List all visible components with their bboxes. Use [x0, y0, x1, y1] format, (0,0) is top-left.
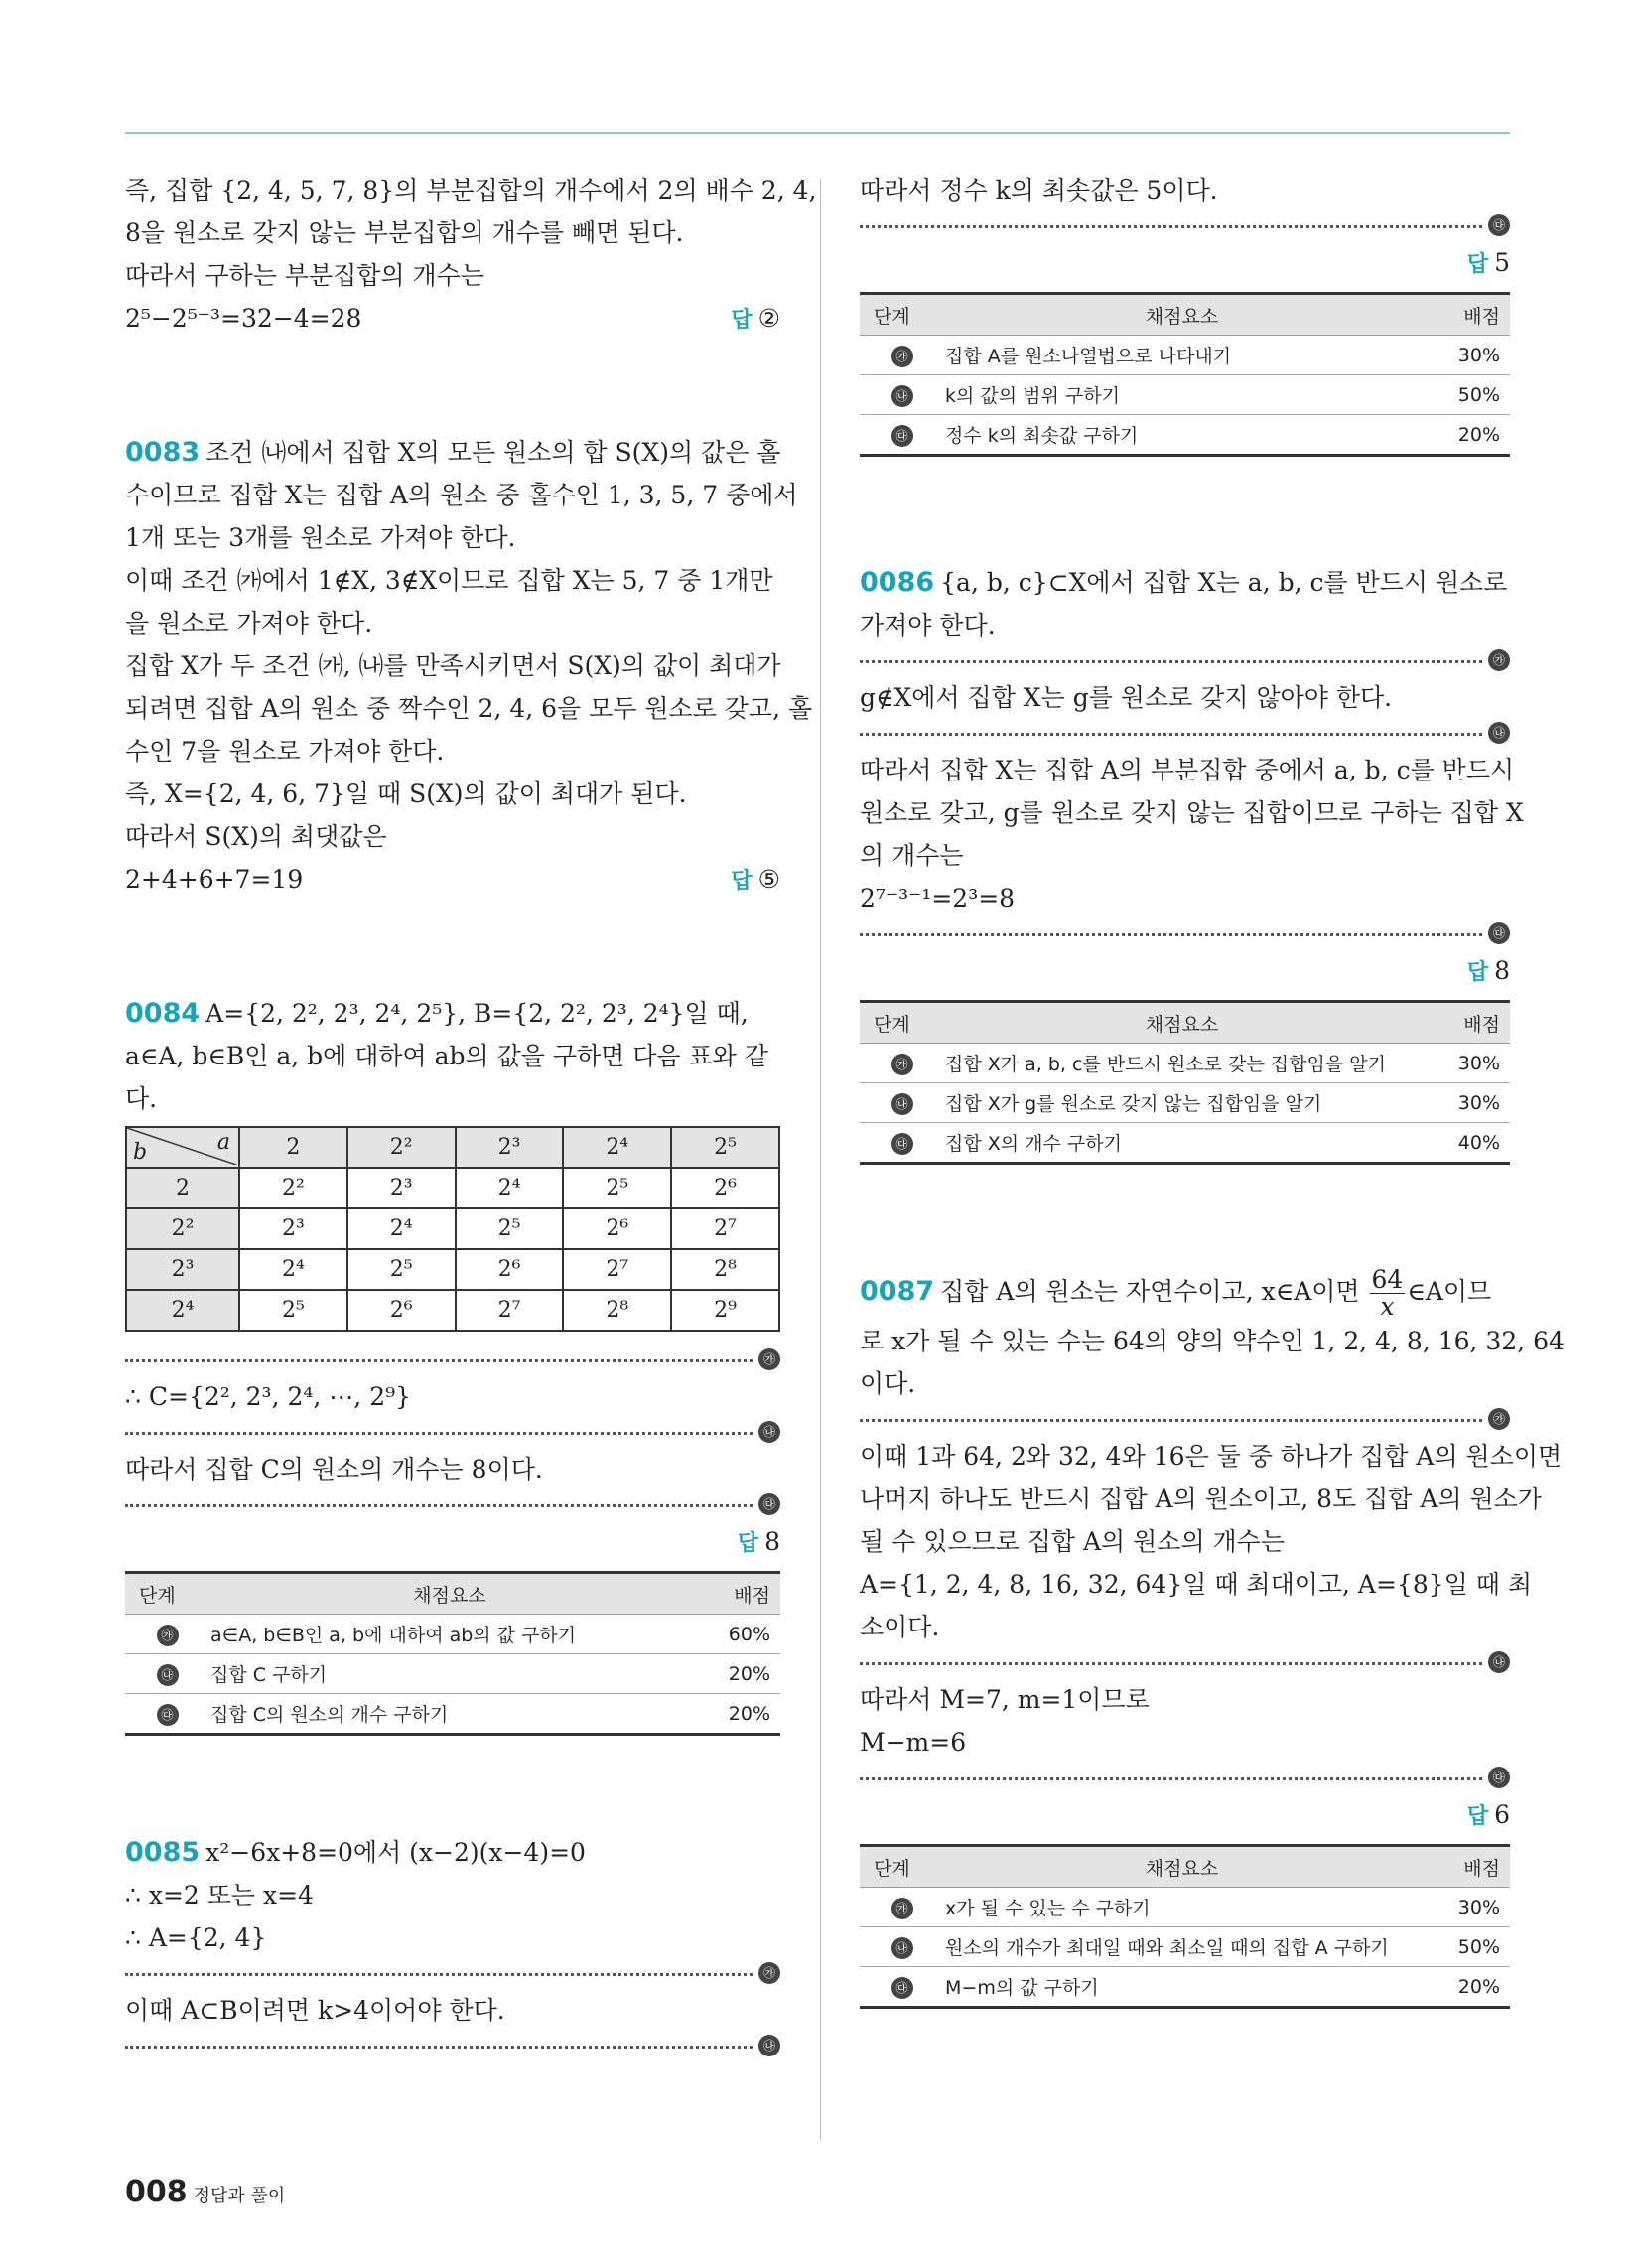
- problem-0085-line: ∴ x=2 또는 x=4: [125, 1881, 314, 1910]
- answer-label: 답: [737, 1531, 759, 1556]
- problem-0086-line: 가져야 한다.: [860, 611, 996, 639]
- page-number: 008: [125, 2175, 188, 2209]
- col-header: 2: [239, 1127, 347, 1168]
- score-pct: 20%: [1420, 415, 1510, 456]
- table-cell: 2⁵: [563, 1168, 671, 1208]
- step-line: 이때 1과 64, 2와 32, 4와 16은 둘 중 하나가 집합 A의 원소이면: [860, 1442, 1563, 1471]
- score-head-points: 배점: [1420, 294, 1510, 336]
- table-row: [860, 1888, 1510, 1927]
- fraction-numerator: 64: [1371, 1265, 1404, 1294]
- step-divider: [125, 1959, 780, 1989]
- row-header: 2⁴: [126, 1290, 239, 1331]
- row-header: 2: [126, 1168, 239, 1208]
- answer-label: 답: [1466, 1804, 1489, 1829]
- score-desc: 집합 X가 g를 원소로 갖지 않는 집합임을 알기: [944, 1083, 1420, 1123]
- score-desc: 집합 C의 원소의 개수 구하기: [209, 1694, 690, 1735]
- problem-0083-line: 집합 X가 두 조건 ㈎, ㈏를 만족시키면서 S(X)의 값이 최대가: [125, 651, 781, 680]
- step-badge: ㉮: [1488, 649, 1510, 671]
- score-desc: 원소의 개수가 최대일 때와 최소일 때의 집합 A 구하기: [944, 1927, 1420, 1967]
- answer-value: 8: [1494, 956, 1510, 985]
- problem-0083-line: 수인 7을 원소로 가져야 한다.: [125, 737, 445, 766]
- step-line: A={1, 2, 4, 8, 16, 32, 64}일 때 최대이고, A={8}일 때 최: [860, 1570, 1532, 1599]
- answer-line: [860, 241, 1510, 286]
- step-badge: ㉮: [1488, 1408, 1510, 1430]
- table-row: [125, 1694, 780, 1735]
- score-head-criteria: 채점요소: [944, 1846, 1420, 1888]
- step-badge: ㉮: [758, 1348, 780, 1370]
- step-line: 이때 A⊂B이려면 k>4이어야 한다.: [125, 1996, 505, 2025]
- step-line: 따라서 집합 C의 원소의 개수는 8이다.: [125, 1455, 543, 1484]
- score-pct: 20%: [690, 1694, 780, 1735]
- table-cell: 2³: [347, 1168, 456, 1208]
- text: A={2, 2², 2³, 2⁴, 2⁵}, B={2, 2², 2³, 2⁴}일 때,: [205, 999, 749, 1028]
- table-row: [126, 1249, 779, 1290]
- step-badge: ㉮: [157, 1625, 179, 1646]
- score-pct: 40%: [1420, 1123, 1510, 1164]
- step-badge: ㉯: [891, 385, 913, 407]
- step-line: M−m=6: [860, 1728, 967, 1757]
- answer-label: 답: [1466, 252, 1489, 277]
- score-pct: 50%: [1420, 375, 1510, 415]
- corner-b: b: [133, 1140, 148, 1165]
- step-divider: [125, 1346, 780, 1375]
- step-line: 나머지 하나도 반드시 집합 A의 원소이고, 8도 집합 A의 원소가: [860, 1485, 1542, 1513]
- score-pct: 30%: [1420, 1083, 1510, 1123]
- table-cell: 2⁴: [456, 1168, 564, 1208]
- table-row: [125, 1615, 780, 1654]
- score-head-points: 배점: [1420, 1846, 1510, 1888]
- problem-0085-line: [125, 1831, 780, 1874]
- problem-number: 0086: [860, 567, 935, 598]
- score-head-step: 단계: [860, 294, 944, 336]
- score-pct: 30%: [1420, 1888, 1510, 1927]
- step-divider: [860, 212, 1510, 241]
- step-badge: ㉮: [891, 1898, 913, 1919]
- problem-number: 0083: [125, 437, 201, 468]
- table-row: [126, 1208, 779, 1249]
- score-pct: 30%: [1420, 336, 1510, 375]
- answer-value: 8: [764, 1527, 780, 1556]
- step-divider: [860, 1648, 1510, 1678]
- table-row: [860, 375, 1510, 415]
- text: 조건 ㈏에서 집합 X의 모든 원소의 합 S(X)의 값은 홀: [205, 438, 781, 467]
- step-badge: ㉰: [1488, 214, 1510, 236]
- table-row: [126, 1168, 779, 1208]
- score-desc: 집합 X의 개수 구하기: [944, 1123, 1420, 1164]
- answer-line: [860, 1793, 1510, 1838]
- table-row: [860, 1083, 1510, 1123]
- step-line: 2⁷⁻³⁻¹=2³=8: [860, 884, 1016, 913]
- step-badge: ㉮: [891, 1054, 913, 1075]
- step-divider: [860, 1405, 1510, 1435]
- problem-0083-line: 1개 또는 3개를 원소로 가져야 한다.: [125, 523, 516, 552]
- col-header: 2²: [347, 1127, 456, 1168]
- step-badge: ㉯: [891, 1937, 913, 1959]
- score-desc: M−m의 값 구하기: [944, 1967, 1420, 2008]
- score-head-points: 배점: [690, 1573, 780, 1615]
- step-divider: [860, 646, 1510, 676]
- problem-number: 0087: [860, 1276, 935, 1307]
- scoring-table: [860, 292, 1510, 457]
- table-row: [860, 1967, 1510, 2008]
- intro-line: 8을 원소로 갖지 않는 부분집합의 개수를 빼면 된다.: [125, 218, 684, 247]
- step-line: 의 개수는: [860, 841, 964, 870]
- scoring-table: [860, 1844, 1510, 2009]
- table-row: [125, 1654, 780, 1694]
- right-column: [860, 169, 1565, 2009]
- corner-a: a: [216, 1130, 230, 1155]
- step-divider: [125, 2032, 780, 2061]
- step-line: 따라서 집합 X는 집합 A의 부분집합 중에서 a, b, c를 반드시: [860, 756, 1515, 784]
- score-desc: x가 될 수 있는 수 구하기: [944, 1888, 1420, 1927]
- problem-0083-line: 따라서 S(X)의 최댓값은: [125, 822, 387, 851]
- score-head-criteria: 채점요소: [944, 1002, 1420, 1044]
- step-line: 될 수 있으므로 집합 A의 원소의 개수는: [860, 1527, 1285, 1556]
- step-badge: ㉰: [157, 1704, 179, 1726]
- table-row: [860, 1123, 1510, 1164]
- answer-value: ②: [757, 304, 780, 333]
- table-cell: 2⁷: [671, 1208, 779, 1249]
- answer-line: [860, 949, 1510, 994]
- step-badge: ㉰: [891, 1133, 913, 1155]
- step-line: 소이다.: [860, 1613, 940, 1641]
- problem-0083-line: [125, 431, 780, 474]
- text: 집합 A의 원소는 자연수이고, x∈A이면: [940, 1277, 1360, 1306]
- step-line: g∉X에서 집합 X는 g를 원소로 갖지 않아야 한다.: [860, 683, 1393, 712]
- table-cell: 2⁸: [563, 1290, 671, 1331]
- problem-0083-line: 2+4+6+7=19: [125, 865, 304, 894]
- col-header: 2⁴: [563, 1127, 671, 1168]
- table-cell: 2⁶: [456, 1249, 564, 1290]
- problem-0083-line: 을 원소로 가져야 한다.: [125, 609, 373, 638]
- page-footer: [125, 2175, 285, 2209]
- answer-line: [731, 297, 780, 342]
- table-cell: 2³: [239, 1208, 347, 1249]
- table-row: [860, 336, 1510, 375]
- problem-0086-line: [860, 561, 1510, 604]
- step-badge: ㉯: [157, 1664, 179, 1686]
- table-row: [126, 1290, 779, 1331]
- problem-0085-line: ∴ A={2, 4}: [125, 1923, 267, 1952]
- table-cell: 2⁵: [347, 1249, 456, 1290]
- score-head-criteria: 채점요소: [944, 294, 1420, 336]
- score-pct: 60%: [690, 1615, 780, 1654]
- score-head-step: 단계: [860, 1846, 944, 1888]
- footer-label: 정답과 풀이: [193, 2186, 286, 2206]
- step-badge: ㉰: [1488, 1767, 1510, 1788]
- table-cell: 2⁴: [239, 1249, 347, 1290]
- scoring-table: [125, 1571, 780, 1736]
- step-divider: [860, 920, 1510, 949]
- problem-0087-line: 로 x가 될 수 있는 수는 64의 양의 약수인 1, 2, 4, 8, 16, 32, 64: [860, 1327, 1565, 1355]
- text: x²−6x+8=0에서 (x−2)(x−4)=0: [205, 1838, 586, 1867]
- score-desc: a∈A, b∈B인 a, b에 대하여 ab의 값 구하기: [209, 1615, 690, 1654]
- step-badge: ㉰: [1488, 922, 1510, 944]
- table-cell: 2²: [239, 1168, 347, 1208]
- text: ∈A이므: [1407, 1277, 1492, 1306]
- problem-0083-line: 되려면 집합 A의 원소 중 짝수인 2, 4, 6을 모두 원소로 갖고, 홀: [125, 694, 813, 723]
- step-badge: ㉯: [1488, 1651, 1510, 1673]
- step-divider: [125, 1418, 780, 1448]
- intro-line: 2⁵−2⁵⁻³=32−4=28: [125, 304, 362, 333]
- answer-label: 답: [731, 869, 753, 894]
- step-badge: ㉯: [758, 2035, 780, 2056]
- step-badge: ㉰: [891, 425, 913, 447]
- score-pct: 50%: [1420, 1927, 1510, 1967]
- problem-0083-line: 이때 조건 ㈎에서 1∉X, 3∉X이므로 집합 X는 5, 7 중 1개만: [125, 566, 773, 595]
- column-divider: [820, 179, 821, 2140]
- row-header: 2²: [126, 1208, 239, 1249]
- col-header: 2⁵: [671, 1127, 779, 1168]
- table-cell: 2⁶: [347, 1290, 456, 1331]
- fraction-denominator: x: [1380, 1292, 1395, 1321]
- table-row: [860, 1044, 1510, 1083]
- problem-0084-line: a∈A, b∈B인 a, b에 대하여 ab의 값을 구하면 다음 표와 같: [125, 1042, 768, 1070]
- score-pct: 20%: [1420, 1967, 1510, 2008]
- answer-line: [731, 858, 780, 903]
- step-badge: ㉰: [891, 1977, 913, 1999]
- row-header: 2³: [126, 1249, 239, 1290]
- step-line: ∴ C={2², 2³, 2⁴, ⋯, 2⁹}: [125, 1382, 412, 1411]
- problem-number: 0085: [125, 1837, 201, 1868]
- table-cell: 2⁹: [671, 1290, 779, 1331]
- table-corner: [126, 1127, 239, 1168]
- step-line: 따라서 정수 k의 최솟값은 5이다.: [860, 176, 1218, 205]
- step-divider: [860, 719, 1510, 749]
- step-badge: ㉰: [758, 1493, 780, 1515]
- table-cell: 2⁵: [456, 1208, 564, 1249]
- score-desc: 정수 k의 최솟값 구하기: [944, 415, 1420, 456]
- score-head-step: 단계: [860, 1002, 944, 1044]
- step-line: 원소로 갖고, g를 원소로 갖지 않는 집합이므로 구하는 집합 X: [860, 798, 1524, 827]
- table-cell: 2⁴: [347, 1208, 456, 1249]
- table-cell: 2⁵: [239, 1290, 347, 1331]
- answer-label: 답: [1466, 960, 1489, 985]
- score-desc: 집합 C 구하기: [209, 1654, 690, 1694]
- score-head-points: 배점: [1420, 1002, 1510, 1044]
- left-column: [125, 169, 817, 2061]
- product-table: [125, 1126, 780, 1332]
- table-cell: 2⁶: [671, 1168, 779, 1208]
- step-badge: ㉮: [758, 1962, 780, 1984]
- answer-value: 6: [1494, 1800, 1510, 1829]
- score-head-criteria: 채점요소: [209, 1573, 690, 1615]
- text: {a, b, c}⊂X에서 집합 X는 a, b, c를 반드시 원소로: [940, 568, 1508, 597]
- score-head-step: 단계: [125, 1573, 209, 1615]
- answer-line: [125, 1520, 780, 1565]
- step-divider: [860, 1764, 1510, 1793]
- problem-0083-line: 수이므로 집합 X는 집합 A의 원소 중 홀수인 1, 3, 5, 7 중에서: [125, 481, 798, 509]
- step-divider: [125, 1490, 780, 1520]
- answer-label: 답: [731, 308, 753, 333]
- problem-0087-line: 이다.: [860, 1369, 916, 1398]
- intro-line: 따라서 구하는 부분집합의 개수는: [125, 261, 484, 290]
- step-badge: ㉯: [758, 1421, 780, 1443]
- table-cell: 2⁷: [456, 1290, 564, 1331]
- problem-0087-line: [860, 1264, 1510, 1320]
- fraction: [1370, 1267, 1406, 1320]
- problem-number: 0084: [125, 998, 201, 1029]
- step-badge: ㉮: [891, 346, 913, 367]
- answer-value: ⑤: [757, 865, 780, 894]
- step-line: 따라서 M=7, m=1이므로: [860, 1685, 1150, 1714]
- table-cell: 2⁷: [563, 1249, 671, 1290]
- step-badge: ㉯: [891, 1093, 913, 1115]
- score-desc: 집합 A를 원소나열법으로 나타내기: [944, 336, 1420, 375]
- score-pct: 30%: [1420, 1044, 1510, 1083]
- problem-0084-line: 다.: [125, 1084, 158, 1113]
- problem-0083-line: 즉, X={2, 4, 6, 7}일 때 S(X)의 값이 최대가 된다.: [125, 780, 687, 808]
- table-cell: 2⁶: [563, 1208, 671, 1249]
- table-row: [860, 1927, 1510, 1967]
- header-rule: [125, 132, 1510, 134]
- step-badge: ㉯: [1488, 722, 1510, 744]
- score-desc: 집합 X가 a, b, c를 반드시 원소로 갖는 집합임을 알기: [944, 1044, 1420, 1083]
- table-row: [860, 415, 1510, 456]
- intro-line: 즉, 집합 {2, 4, 5, 7, 8}의 부분집합의 개수에서 2의 배수 2, 4,: [125, 176, 817, 205]
- col-header: 2³: [456, 1127, 564, 1168]
- table-cell: 2⁸: [671, 1249, 779, 1290]
- problem-0084-line: [125, 992, 780, 1035]
- answer-value: 5: [1494, 248, 1510, 277]
- score-desc: k의 값의 범위 구하기: [944, 375, 1420, 415]
- score-pct: 20%: [690, 1654, 780, 1694]
- scoring-table: [860, 1000, 1510, 1165]
